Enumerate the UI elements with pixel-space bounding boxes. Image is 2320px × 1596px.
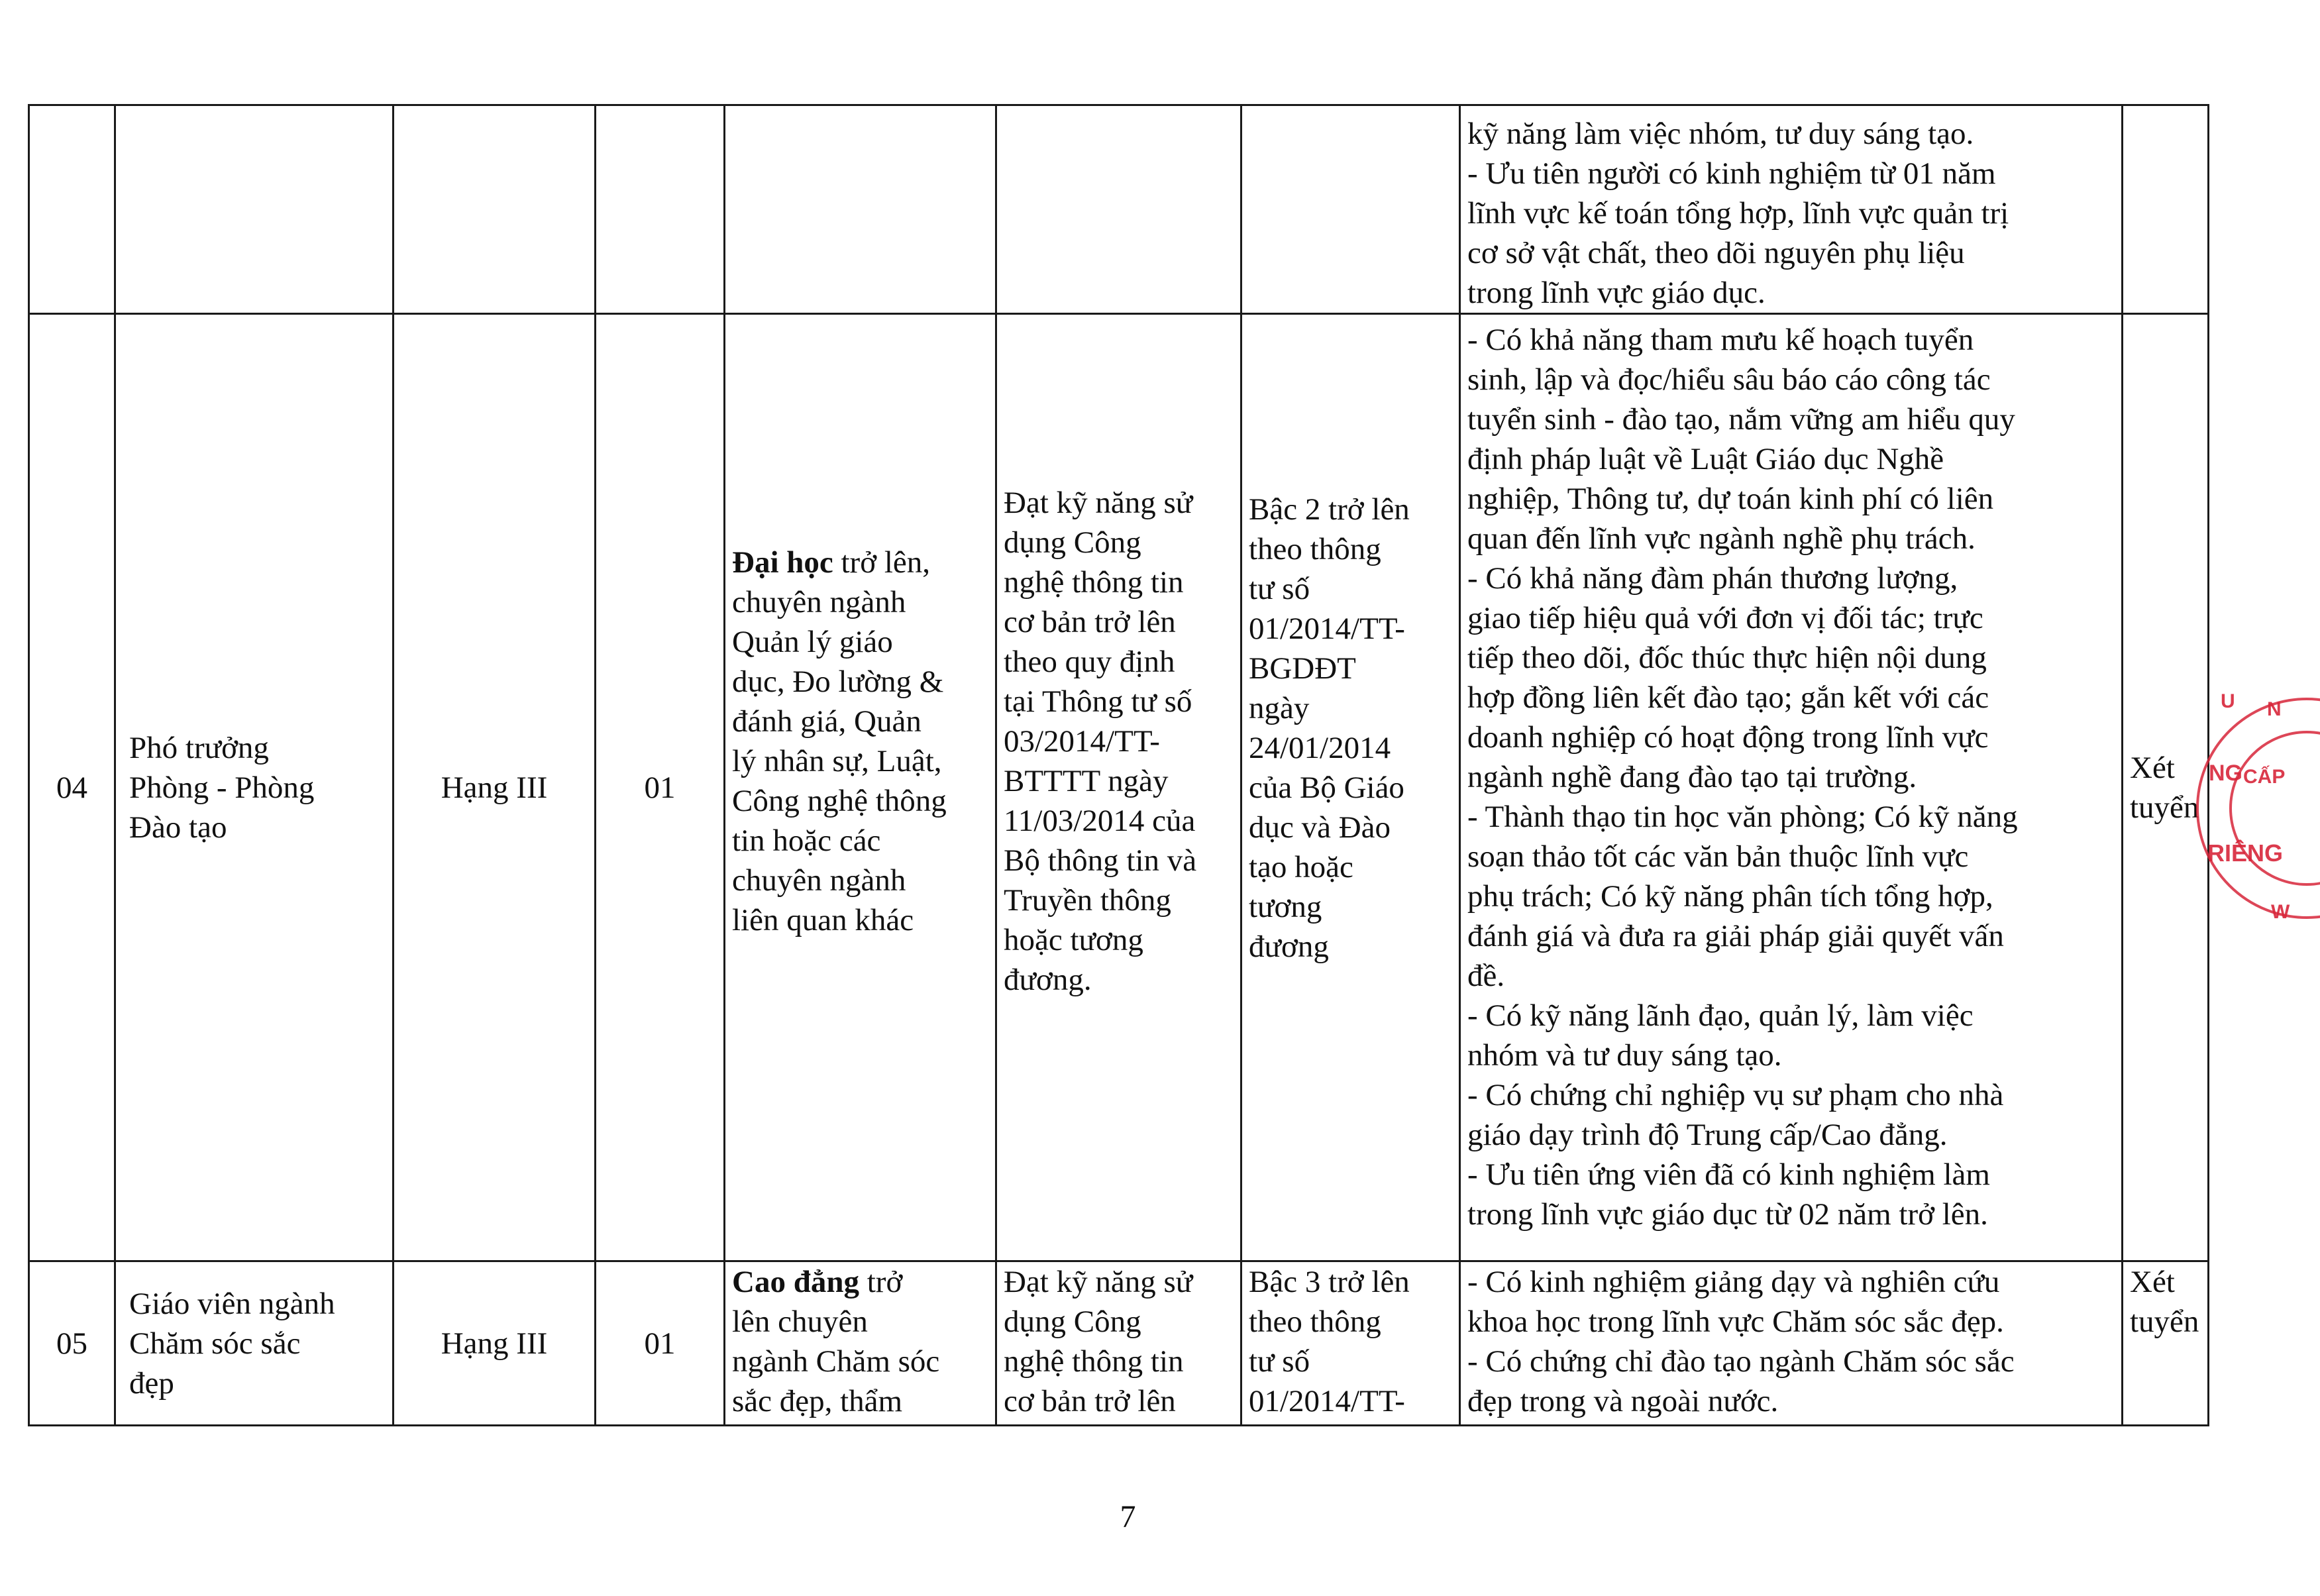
- requirement-line: - Có kinh nghiệm giảng dạy và nghiên cứu: [1467, 1265, 2000, 1299]
- it-skill-line: cơ bản trở lên: [1004, 1384, 1176, 1418]
- rank-cell: [394, 105, 596, 314]
- method-cell: [2123, 1261, 2209, 1426]
- requirement-line: định pháp luật về Luật Giáo dục Nghề: [1467, 442, 1944, 476]
- requirement-line: khoa học trong lĩnh vực Chăm sóc sắc đẹp.: [1467, 1304, 2004, 1339]
- table-row-05: [29, 1261, 2209, 1426]
- position-cell: [115, 314, 394, 1261]
- requirement-line: giao tiếp hiệu quả với đơn vị đối tác; trực: [1467, 601, 1983, 635]
- degree-cell: [725, 1261, 996, 1426]
- requirement-line: - Ưu tiên ứng viên đã có kinh nghiệm làm: [1467, 1157, 1990, 1192]
- language-line: 24/01/2014: [1249, 730, 1391, 765]
- language-cell: [1241, 1261, 1460, 1426]
- requirement-line: kỹ năng làm việc nhóm, tư duy sáng tạo.: [1467, 117, 1974, 151]
- method-line: tuyển: [2130, 1304, 2199, 1339]
- requirement-line: hợp đồng liên kết đào tạo; gắn kết với các: [1467, 680, 1989, 715]
- degree-cell: [725, 105, 996, 314]
- rank-cell: Hạng III: [394, 314, 596, 1261]
- requirement-line: phụ trách; Có kỹ năng phân tích tổng hợp,: [1467, 879, 1993, 914]
- it-skill-line: Đạt kỹ năng sử: [1004, 1265, 1193, 1299]
- degree-level: Đại học: [732, 545, 833, 580]
- degree-line: ngành Chăm sóc: [732, 1344, 940, 1379]
- table-row-04: [29, 314, 2209, 1261]
- requirement-line: - Có chứng chỉ đào tạo ngành Chăm sóc sắc: [1467, 1344, 2015, 1379]
- requirement-line: đề.: [1467, 959, 1505, 993]
- it-skill-line: đương.: [1004, 962, 1092, 997]
- degree-line: Quản lý giáo: [732, 624, 893, 659]
- it-skill-line: tại Thông tư số: [1004, 684, 1192, 719]
- svg-text:NG: NG: [2209, 761, 2242, 786]
- it-skill-line: 03/2014/TT-: [1004, 723, 1160, 759]
- requirement-line: quan đến lĩnh vực ngành nghề phụ trách.: [1467, 521, 1976, 556]
- it-skill-line: cơ bản trở lên: [1004, 604, 1176, 639]
- quantity-cell: 01: [596, 1261, 725, 1426]
- it-skill-line: Đạt kỹ năng sử: [1004, 485, 1193, 520]
- language-line: tạo hoặc: [1249, 849, 1353, 884]
- stt-cell: 05: [29, 1261, 115, 1426]
- it-skill-line: nghệ thông tin: [1004, 564, 1184, 600]
- table-row-continuation: [29, 105, 2209, 314]
- recruitment-table: [28, 104, 2209, 1426]
- it-skill-line: hoặc tương: [1004, 922, 1143, 957]
- position-line: Đào tạo: [129, 810, 227, 845]
- degree-line: lên chuyên: [732, 1304, 868, 1339]
- language-cell: [1241, 105, 1460, 314]
- requirement-line: cơ sở vật chất, theo dõi nguyên phụ liệu: [1467, 236, 1965, 270]
- position-cell: [115, 105, 394, 314]
- stt-cell: 04: [29, 314, 115, 1261]
- degree-line: liên quan khác: [732, 902, 914, 937]
- rank-cell: Hạng III: [394, 1261, 596, 1426]
- other-requirements-cell: [1460, 314, 2123, 1261]
- language-cell: [1241, 314, 1460, 1261]
- language-line: Bậc 3 trở lên: [1249, 1265, 1410, 1299]
- position-line: Phó trưởng: [129, 730, 269, 765]
- requirement-line: lĩnh vực kế toán tổng hợp, lĩnh vực quản trị: [1467, 196, 2009, 231]
- it-skill-cell: [996, 105, 1241, 314]
- svg-text:N: N: [2267, 698, 2282, 720]
- language-line: tư số: [1249, 571, 1310, 606]
- it-skill-line: nghệ thông tin: [1004, 1344, 1184, 1379]
- svg-text:RIÊNG: RIÊNG: [2207, 839, 2284, 867]
- requirement-line: giáo dạy trình độ Trung cấp/Cao đẳng.: [1467, 1118, 1948, 1152]
- position-line: đẹp: [129, 1365, 174, 1401]
- requirement-line: - Có khả năng tham mưu kế hoạch tuyển: [1467, 323, 1974, 357]
- language-line: theo thông: [1249, 1304, 1381, 1339]
- quantity-cell: [596, 105, 725, 314]
- requirement-line: trong lĩnh vực giáo dục từ 02 năm trở lên.: [1467, 1197, 1988, 1232]
- it-skill-line: theo quy định: [1004, 644, 1175, 679]
- language-line: của Bộ Giáo: [1249, 770, 1404, 805]
- method-line: Xét: [2130, 1265, 2175, 1299]
- language-line: theo thông: [1249, 531, 1381, 566]
- language-line: dục và Đào: [1249, 810, 1391, 845]
- stt-cell: [29, 105, 115, 314]
- language-line: 01/2014/TT-: [1249, 1384, 1405, 1418]
- requirement-line: - Có chứng chỉ nghiệp vụ sư phạm cho nhà: [1467, 1078, 2004, 1112]
- requirement-line: soạn thảo tốt các văn bản thuộc lĩnh vực: [1467, 839, 1969, 874]
- it-skill-line: Truyền thông: [1004, 882, 1171, 918]
- language-line: BGDĐT: [1249, 651, 1356, 686]
- other-requirements-cell: [1460, 1261, 2123, 1426]
- degree-line: sắc đẹp, thẩm: [732, 1384, 903, 1418]
- requirement-line: - Có khả năng đàm phán thương lượng,: [1467, 561, 1958, 596]
- it-skill-line: BTTTT ngày: [1004, 763, 1169, 798]
- language-line: 01/2014/TT-: [1249, 611, 1405, 646]
- language-line: tư số: [1249, 1344, 1310, 1379]
- requirement-line: tiếp theo dõi, đốc thúc thực hiện nội dung: [1467, 641, 1987, 675]
- method-line: tuyển: [2130, 790, 2199, 825]
- requirement-line: sinh, lập và đọc/hiểu sâu báo cáo công tác: [1467, 362, 1991, 397]
- svg-text:CẤP: CẤP: [2243, 766, 2286, 788]
- requirement-line: tuyển sinh - đào tạo, nắm vững am hiểu quy: [1467, 402, 2015, 437]
- requirement-line: trong lĩnh vực giáo dục.: [1467, 276, 1766, 310]
- svg-text:U: U: [2221, 690, 2235, 712]
- method-cell: [2123, 105, 2209, 314]
- degree-line: chuyên ngành: [732, 863, 906, 898]
- page-number: 7: [1120, 1499, 1136, 1534]
- degree-line: tin hoặc các: [732, 823, 881, 858]
- degree-cell: [725, 314, 996, 1261]
- it-skill-cell: [996, 1261, 1241, 1426]
- it-skill-line: dụng Công: [1004, 1304, 1141, 1339]
- requirement-line: nghiệp, Thông tư, dự toán kinh phí có liên: [1467, 482, 1994, 516]
- position-line: Phòng - Phòng: [129, 770, 315, 805]
- position-line: Chăm sóc sắc: [129, 1326, 301, 1361]
- language-line: tương: [1249, 889, 1322, 924]
- svg-text:W: W: [2271, 901, 2290, 923]
- degree-first-line: [732, 1262, 988, 1302]
- red-seal-stamp: [2174, 669, 2320, 947]
- degree-line: Công nghệ thông: [732, 783, 947, 818]
- degree-first-rest: trở lên,: [833, 545, 930, 580]
- other-requirements-cell: [1460, 105, 2123, 314]
- position-line: Giáo viên ngành: [129, 1286, 335, 1321]
- requirement-line: - Có kỹ năng lãnh đạo, quản lý, làm việc: [1467, 998, 1974, 1033]
- degree-line: chuyên ngành: [732, 584, 906, 619]
- language-line: ngày: [1249, 690, 1310, 725]
- degree-first-line: [732, 543, 988, 582]
- position-cell: [115, 1261, 394, 1426]
- requirement-line: đẹp trong và ngoài nước.: [1467, 1384, 1779, 1418]
- degree-first-rest: trở: [859, 1265, 903, 1299]
- it-skill-cell: [996, 314, 1241, 1261]
- requirement-line: nhóm và tư duy sáng tạo.: [1467, 1038, 1782, 1073]
- requirement-line: ngành nghề đang đào tạo tại trường.: [1467, 760, 1917, 794]
- degree-line: lý nhân sự, Luật,: [732, 743, 942, 778]
- method-line: Xét: [2130, 750, 2175, 785]
- degree-level: Cao đẳng: [732, 1265, 859, 1299]
- language-line: Bậc 2 trở lên: [1249, 492, 1410, 527]
- quantity-cell: 01: [596, 314, 725, 1261]
- requirement-line: - Ưu tiên người có kinh nghiệm từ 01 năm: [1467, 156, 1996, 191]
- degree-line: dục, Đo lường &: [732, 664, 944, 699]
- requirement-line: đánh giá và đưa ra giải pháp giải quyết vấn: [1467, 919, 2004, 953]
- requirement-line: doanh nghiệp có hoạt động trong lĩnh vực: [1467, 720, 1989, 755]
- degree-line: đánh giá, Quản: [732, 704, 922, 739]
- requirement-line: - Thành thạo tin học văn phòng; Có kỹ năng: [1467, 800, 2018, 834]
- language-line: đương: [1249, 929, 1329, 964]
- it-skill-line: Bộ thông tin và: [1004, 843, 1197, 878]
- it-skill-line: 11/03/2014 của: [1004, 803, 1196, 838]
- it-skill-line: dụng Công: [1004, 525, 1141, 560]
